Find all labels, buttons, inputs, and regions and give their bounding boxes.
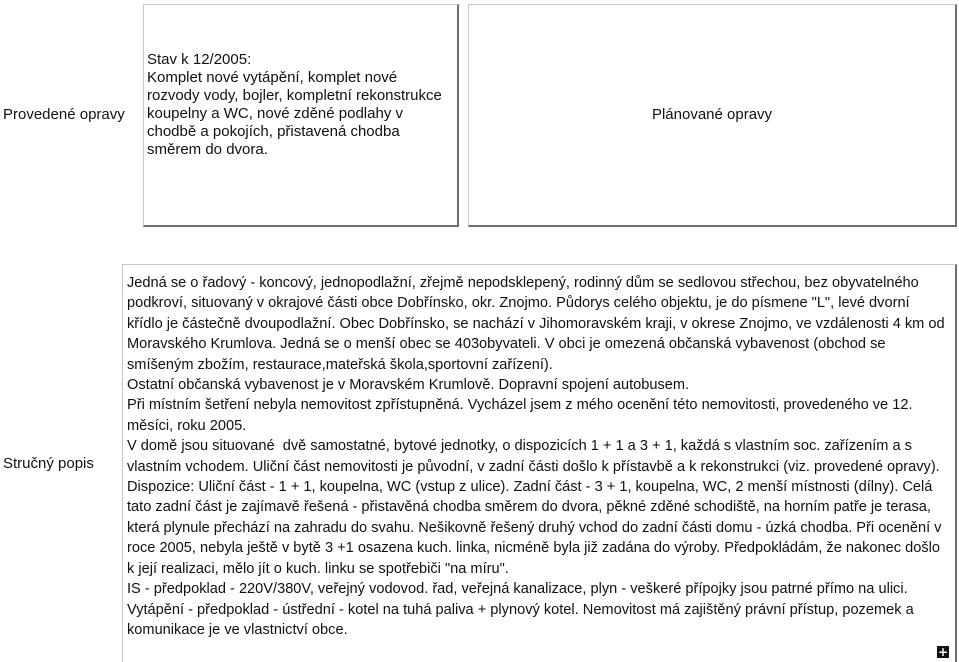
description-box[interactable] xyxy=(122,264,957,662)
done-repairs-text: Stav k 12/2005: Komplet nové vytápění, komplet nové rozvody vody, bojler, kompletní rekonstrukce koupelny a WC, nové zdě​né podlahy v chodbě a pokojích, přistavená chodba směrem do dvora. xyxy=(147,51,442,158)
planned-repairs-label: Plánované opravy xyxy=(651,106,773,123)
repairs-label: Provedené opravy xyxy=(3,106,125,123)
plus-icon[interactable]: + xyxy=(937,645,949,659)
description-label: Stručný popis xyxy=(3,455,94,472)
done-repairs-box xyxy=(143,4,459,227)
description-text: Jedná se o řadový - koncový, jednopodlažní, zřejmě nepodsklepený, rodinný dům se sedlovou střechou, bez obyvatelného podkroví, situovaný v okrajové části obce Dobřínsko, okr. Znojmo. Půdorys celého objektu, je do písmene "L", levé dvorní křídlo je částečně dvoupodlažní. Obec Dobřínsko, se nachází v Jihomoravském kraji, v okrese Znojmo, ve vzdálenosti 4 km od Moravského Krumlova. Jedná se o menší obec se 403obyvateli. V obci je omezená občanská vybavenost (obchod se smíšeným zbožím, restaurace,mateřská škola,sportovní zařízení). Ostatní občanská vybavenost je v Moravském Krumlově. Dopravní spojení autobusem. Při místním šetření nebyla nemovitost zpřístupněná. Vycházel jsem z mého ocenění této nemovitosti, provedeného ve 12. měsíci, roku 2005. V domě jsou situované dvě samostatné, bytové jednotky, o dispozicích 1 + 1 a 3 + 1, každá s vlastním soc. zařízením a s vlastním vchodem. Uliční část nemovitosti je původní, v zadní části došlo k přístavbě a k rekonstrukci (viz. provedené opravy). Dispozice: Uliční část - 1 + 1, koupelna, WC (vstup z ulice). Zadní část - 3 + 1, koupelna, WC, 2 menší místnosti (dílny). Celá tato zadní část je zajímavě řešená - přistavěná chodba směrem do dvora, pěkné zděné schodiště, na horním patře je terasa, která plynule přechází na zahradu do svahu. Nešikovně řešený druhý vchod do zadní části domu - úzká chodba. Při ocenění v roce 2005, nebyla ještě v bytě 3 +1 osazena kuch. linka, nicméně byla již zadána do výroby. Předpokládám, že nakonec došlo k její realizaci, mělo jít o kuch. linku se spotřebiči "na míru". IS - předpoklad - 220V/380V, veřejný vodovod. řad, veřejná kanalizace, plyn - veškeré přípojky jsou patrné přímo na ulici. Vytápění - předpoklad - ústřední - kotel na tuhá paliva + plynový kotel. Nemovitost má zajištěný právní přístup, pozemek a komunikace je ve vlastnictví obce. xyxy=(127,275,945,638)
planned-repairs-box xyxy=(468,4,957,227)
